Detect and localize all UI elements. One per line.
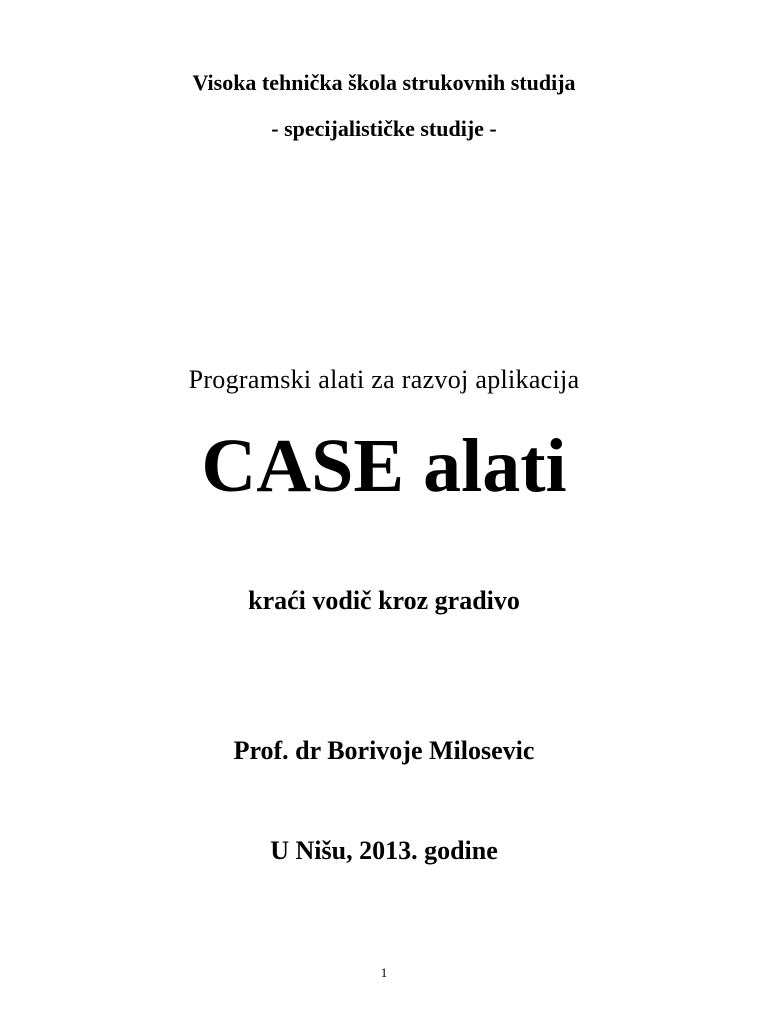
author-name: Prof. dr Borivoje Milosevic [233, 736, 535, 765]
main-title: CASE alati [201, 424, 567, 508]
study-level-subtitle: - specijalističke studije - [271, 116, 497, 141]
page-number: 1 [380, 965, 388, 980]
course-title: Programski alati za razvoj aplikacija [188, 365, 580, 394]
guide-subtitle: kraći vodič kroz gradivo [248, 586, 520, 615]
institution-name: Visoka tehnička škola strukovnih studija [192, 70, 576, 95]
place-and-date: U Nišu, 2013. godine [270, 836, 498, 865]
